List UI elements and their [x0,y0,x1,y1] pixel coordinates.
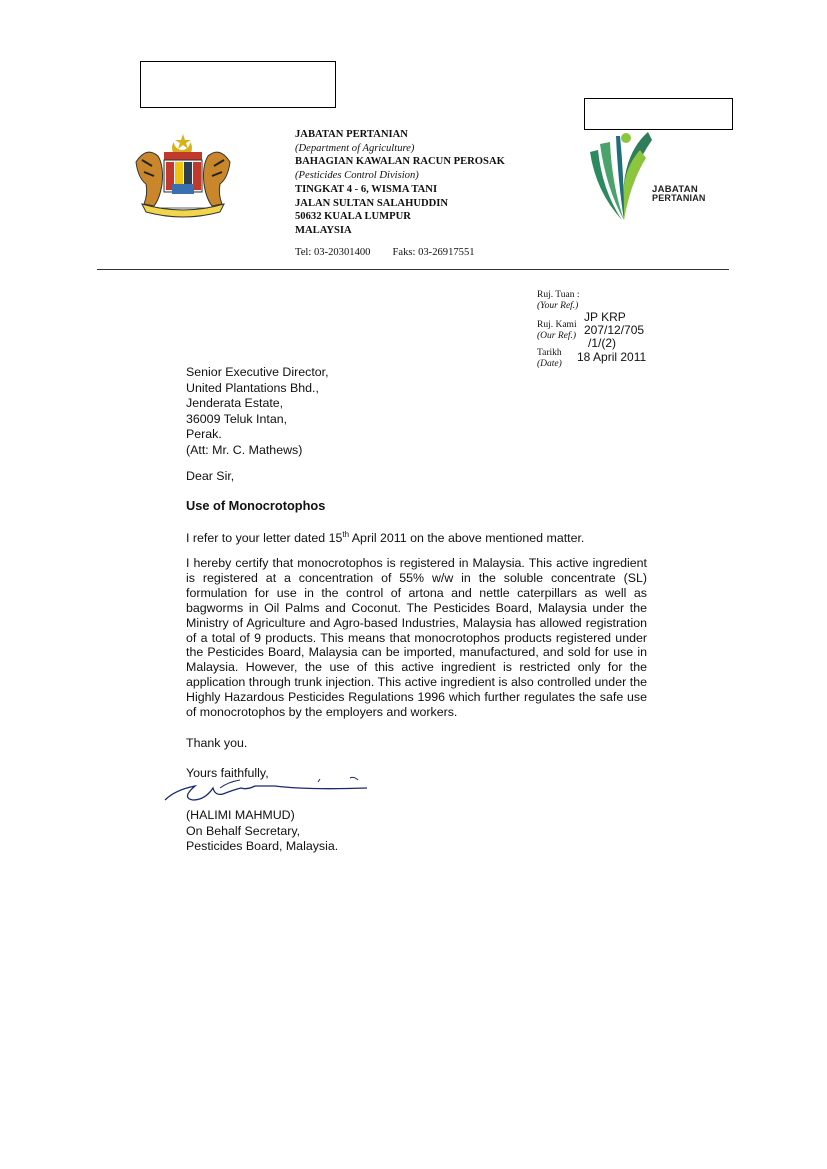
paragraph-intro [186,527,584,547]
our-ref-value [584,311,644,350]
signature [160,772,370,808]
address-line: Jenderata Estate, [186,396,284,411]
header-divider [97,269,729,270]
our-ref-value-line: /1/(2) [588,336,617,350]
blank-box-right [584,98,733,130]
letterhead-line: TINGKAT 4 - 6, WISMA TANI [295,183,438,195]
telephone: Tel: 03-20301400 [295,247,371,258]
date-value: 18 April 2011 [577,350,647,364]
letterhead-line: MALAYSIA [295,224,352,236]
our-ref-label [537,320,577,342]
signatory-block [186,808,338,855]
closing-line: Yours faithfully, [186,766,269,780]
our-ref-value-line: JP KRP [584,310,626,324]
address-line: Perak. [186,427,222,442]
intro-text-after: April 2011 on the above mentioned matter. [349,531,585,546]
subject-line: Use of Monocrotophos [186,498,326,513]
jabatan-pertanian-logo-icon [586,130,706,224]
intro-text-before: I refer to your letter dated 15 [186,531,343,546]
our-ref-value-line: 207/12/705 [584,323,645,337]
our-ref-label-en: (Our Ref.) [537,331,577,341]
salutation: Dear Sir, [186,469,235,483]
logo-text-pertanian: PERTANIAN [652,193,706,203]
thanks-line: Thank you. [186,736,248,750]
date-label [537,348,562,370]
signatory-org: Pesticides Board, Malaysia. [186,839,339,854]
contact-line [295,247,497,258]
date-label-ms: Tarikh [537,348,562,358]
letterhead-line: 50632 KUALA LUMPUR [295,211,411,223]
fax: Faks: 03-26917551 [392,247,475,258]
address-line: (Att: Mr. C. Mathews) [186,442,303,457]
our-ref-label-ms: Ruj. Kami [537,320,577,330]
letterhead-line: BAHAGIAN KAWALAN RACUN PEROSAK [295,156,505,168]
ordinal-suffix: th [342,530,350,539]
address-line: 36009 Teluk Intan, [186,411,288,426]
your-ref-label [537,290,580,312]
letterhead [295,128,505,238]
letterhead-line: (Pesticides Control Division) [295,170,419,182]
address-line: United Plantations Bhd., [186,380,319,395]
signatory-name: (HALIMI MAHMUD) [186,808,295,822]
date-label-en: (Date) [537,359,562,369]
letterhead-line: JABATAN PERTANIAN [295,129,408,140]
address-line: Senior Executive Director, [186,365,329,379]
your-ref-label-en: (Your Ref.) [537,301,579,311]
letterhead-line: (Department of Agriculture) [295,142,415,154]
logo-text-jabatan: JABATAN [652,184,699,195]
signatory-title: On Behalf Secretary, [186,823,301,838]
letterhead-line: JALAN SULTAN SALAHUDDIN [295,197,449,209]
your-ref-label-ms: Ruj. Tuan : [537,290,580,300]
blank-box-left [140,61,336,108]
coat-of-arms-icon [128,132,238,220]
recipient-address [186,365,329,459]
paragraph-certification: I hereby certify that monocrotophos is registered in Malaysia. This active ingredient is registered at a concentration of 55% w/w in the soluble concentrate (SL) formulation for use in the control of artona and nettle caterpillars as well as bagworms in Oil Palms and Coconut. The Pesticides Board, Malaysia under the Ministry of Agriculture and Agro-based Industries, Malaysia has allowed registration of a total of 9 products. This means that monocrotophos products registered under the Pesticides Board, Malaysia can be imported, manufactured, and sold for use in Malaysia. However, the use of this active ingredient is restricted only for the application through trunk injection. This active ingredient is also controlled under the Highly Hazardous Pesticides Regulations 1996 which further regulates the safe use of monocrotophos by the employers and workers. [186,556,647,720]
